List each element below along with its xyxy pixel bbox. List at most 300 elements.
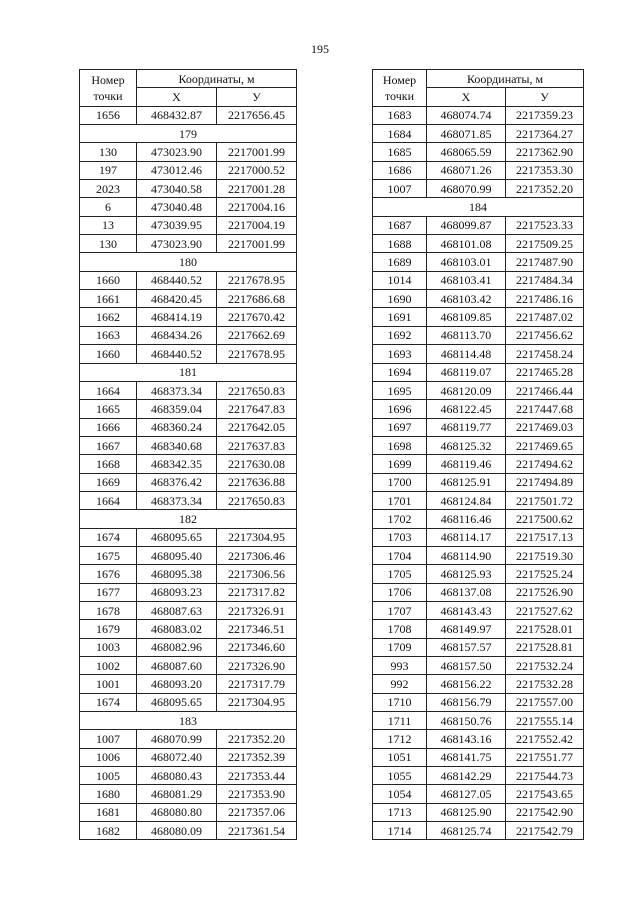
table-row xyxy=(80,308,297,326)
point-number-cell: 1664 xyxy=(80,491,137,509)
section-row xyxy=(80,510,297,528)
table-row xyxy=(373,436,584,454)
table-row xyxy=(80,290,297,308)
table-row xyxy=(80,565,297,583)
point-number-cell: 1687 xyxy=(373,216,427,234)
y-header: У xyxy=(217,88,297,106)
y-coordinate-cell: 2217551.77 xyxy=(506,748,584,766)
x-coordinate-cell: 468440.52 xyxy=(137,271,217,289)
y-coordinate-cell: 2217346.51 xyxy=(217,620,297,638)
y-coordinate-cell: 2217523.33 xyxy=(506,216,584,234)
point-number-cell: 1707 xyxy=(373,601,427,619)
point-number-cell: 992 xyxy=(373,675,427,693)
coordinates-table-left xyxy=(79,69,297,840)
table-row xyxy=(373,620,584,638)
y-coordinate-cell: 2217458.24 xyxy=(506,345,584,363)
point-number-cell: 130 xyxy=(80,143,137,161)
x-coordinate-cell: 468122.45 xyxy=(427,400,506,418)
point-number-cell: 1674 xyxy=(80,528,137,546)
x-coordinate-cell: 473040.58 xyxy=(137,180,217,198)
point-number-cell: 1682 xyxy=(80,822,137,840)
y-coordinate-cell: 2217686.68 xyxy=(217,290,297,308)
point-number-cell: 1692 xyxy=(373,326,427,344)
section-label: 179 xyxy=(80,125,297,143)
point-number-header-line1: Номер xyxy=(382,72,417,87)
table-row xyxy=(373,455,584,473)
x-coordinate-cell: 468119.46 xyxy=(427,455,506,473)
point-number-cell: 1695 xyxy=(373,381,427,399)
table-row xyxy=(80,638,297,656)
y-coordinate-cell: 2217542.90 xyxy=(506,803,584,821)
point-number-header-line1: Номер xyxy=(91,72,125,87)
point-number-header xyxy=(80,70,137,107)
point-number-cell: 1678 xyxy=(80,601,137,619)
y-coordinate-cell: 2217466.44 xyxy=(506,381,584,399)
x-coordinate-cell: 468103.42 xyxy=(427,290,506,308)
y-coordinate-cell: 2217362.90 xyxy=(506,143,584,161)
table-row xyxy=(80,216,297,234)
y-coordinate-cell: 2217636.88 xyxy=(217,473,297,491)
y-coordinate-cell: 2217501.72 xyxy=(506,491,584,509)
y-coordinate-cell: 2217642.05 xyxy=(217,418,297,436)
table-row xyxy=(373,638,584,656)
table-row xyxy=(373,106,584,124)
x-coordinate-cell: 468114.90 xyxy=(427,546,506,564)
point-number-cell: 1665 xyxy=(80,400,137,418)
point-number-cell: 1698 xyxy=(373,436,427,454)
y-coordinate-cell: 2217364.27 xyxy=(506,125,584,143)
y-coordinate-cell: 2217509.25 xyxy=(506,235,584,253)
point-number-cell: 1669 xyxy=(80,473,137,491)
table-row xyxy=(373,748,584,766)
x-coordinate-cell: 468113.70 xyxy=(427,326,506,344)
table-row xyxy=(80,400,297,418)
table-row xyxy=(373,675,584,693)
point-number-cell: 1006 xyxy=(80,748,137,766)
point-number-cell: 130 xyxy=(80,235,137,253)
point-number-cell: 1684 xyxy=(373,125,427,143)
point-number-cell: 1685 xyxy=(373,143,427,161)
point-number-cell: 1007 xyxy=(373,180,427,198)
y-coordinate-cell: 2217447.68 xyxy=(506,400,584,418)
x-coordinate-cell: 468065.59 xyxy=(427,143,506,161)
table-row xyxy=(373,326,584,344)
table-row xyxy=(373,712,584,730)
table-row xyxy=(80,473,297,491)
x-coordinate-cell: 468070.99 xyxy=(137,730,217,748)
table-row xyxy=(80,381,297,399)
section-row xyxy=(80,253,297,271)
y-coordinate-cell: 2217317.82 xyxy=(217,583,297,601)
x-coordinate-cell: 468087.63 xyxy=(137,601,217,619)
point-number-cell: 1001 xyxy=(80,675,137,693)
table-row xyxy=(373,418,584,436)
x-coordinate-cell: 468156.22 xyxy=(427,675,506,693)
point-number-cell: 1051 xyxy=(373,748,427,766)
page-number: 195 xyxy=(311,42,329,56)
point-number-cell: 1660 xyxy=(80,271,137,289)
y-coordinate-cell: 2217543.65 xyxy=(506,785,584,803)
y-coordinate-cell: 2217678.95 xyxy=(217,345,297,363)
table-row xyxy=(373,271,584,289)
table-row xyxy=(80,106,297,124)
y-coordinate-cell: 2217656.45 xyxy=(217,106,297,124)
y-coordinate-cell: 2217465.28 xyxy=(506,363,584,381)
x-coordinate-cell: 468071.85 xyxy=(427,125,506,143)
point-number-cell: 1699 xyxy=(373,455,427,473)
table-row xyxy=(80,822,297,840)
table-row xyxy=(373,785,584,803)
y-coordinate-cell: 2217532.24 xyxy=(506,657,584,675)
point-number-cell: 1668 xyxy=(80,455,137,473)
section-label: 181 xyxy=(80,363,297,381)
section-row xyxy=(80,125,297,143)
y-coordinate-cell: 2217353.90 xyxy=(217,785,297,803)
point-number-cell: 1661 xyxy=(80,290,137,308)
x-coordinate-cell: 468143.43 xyxy=(427,601,506,619)
table-row xyxy=(373,161,584,179)
coordinates-header: Координаты, м xyxy=(427,70,584,88)
x-coordinate-cell: 468120.09 xyxy=(427,381,506,399)
x-coordinate-cell: 468143.16 xyxy=(427,730,506,748)
x-coordinate-cell: 468432.87 xyxy=(137,106,217,124)
table-row xyxy=(80,657,297,675)
table-row xyxy=(80,180,297,198)
x-header: X xyxy=(137,88,217,106)
x-coordinate-cell: 473040.48 xyxy=(137,198,217,216)
point-number-cell: 1675 xyxy=(80,546,137,564)
x-coordinate-cell: 468070.99 xyxy=(427,180,506,198)
x-coordinate-cell: 468095.38 xyxy=(137,565,217,583)
table-row xyxy=(80,198,297,216)
y-coordinate-cell: 2217494.62 xyxy=(506,455,584,473)
point-number-cell: 1055 xyxy=(373,767,427,785)
point-number-cell: 1704 xyxy=(373,546,427,564)
x-coordinate-cell: 468072.40 xyxy=(137,748,217,766)
point-number-cell: 1680 xyxy=(80,785,137,803)
table-row xyxy=(373,345,584,363)
table-row xyxy=(373,693,584,711)
y-coordinate-cell: 2217487.90 xyxy=(506,253,584,271)
x-coordinate-cell: 468083.02 xyxy=(137,620,217,638)
x-coordinate-cell: 468149.97 xyxy=(427,620,506,638)
table-row xyxy=(373,143,584,161)
y-coordinate-cell: 2217647.83 xyxy=(217,400,297,418)
x-coordinate-cell: 468095.65 xyxy=(137,693,217,711)
x-coordinate-cell: 468080.09 xyxy=(137,822,217,840)
table-header xyxy=(80,70,297,107)
point-number-cell: 1693 xyxy=(373,345,427,363)
table-row xyxy=(373,363,584,381)
x-coordinate-cell: 468116.46 xyxy=(427,510,506,528)
table-row xyxy=(373,473,584,491)
table-row xyxy=(373,510,584,528)
point-number-cell: 1003 xyxy=(80,638,137,656)
x-coordinate-cell: 468125.32 xyxy=(427,436,506,454)
y-coordinate-cell: 2217306.46 xyxy=(217,546,297,564)
point-number-cell: 1674 xyxy=(80,693,137,711)
y-coordinate-cell: 2217352.20 xyxy=(506,180,584,198)
y-coordinate-cell: 2217304.95 xyxy=(217,528,297,546)
table-row xyxy=(373,546,584,564)
x-coordinate-cell: 473039.95 xyxy=(137,216,217,234)
x-coordinate-cell: 468125.74 xyxy=(427,822,506,840)
y-coordinate-cell: 2217352.39 xyxy=(217,748,297,766)
point-number-cell: 1708 xyxy=(373,620,427,638)
x-coordinate-cell: 468119.77 xyxy=(427,418,506,436)
x-coordinate-cell: 468157.57 xyxy=(427,638,506,656)
y-coordinate-cell: 2217352.20 xyxy=(217,730,297,748)
table-row xyxy=(80,143,297,161)
section-row xyxy=(80,712,297,730)
y-header: У xyxy=(506,88,584,106)
table-row xyxy=(80,326,297,344)
y-coordinate-cell: 2217637.83 xyxy=(217,436,297,454)
table-row xyxy=(373,125,584,143)
table-row xyxy=(80,730,297,748)
y-coordinate-cell: 2217555.14 xyxy=(506,712,584,730)
table-row xyxy=(80,803,297,821)
x-coordinate-cell: 468095.65 xyxy=(137,528,217,546)
point-number-cell: 1709 xyxy=(373,638,427,656)
table-row xyxy=(80,235,297,253)
x-coordinate-cell: 468142.29 xyxy=(427,767,506,785)
point-number-cell: 1702 xyxy=(373,510,427,528)
y-coordinate-cell: 2217519.30 xyxy=(506,546,584,564)
point-number-cell: 1710 xyxy=(373,693,427,711)
section-label: 180 xyxy=(80,253,297,271)
point-number-cell: 1713 xyxy=(373,803,427,821)
x-coordinate-cell: 468127.05 xyxy=(427,785,506,803)
table-row xyxy=(80,418,297,436)
y-coordinate-cell: 2217317.79 xyxy=(217,675,297,693)
table-row xyxy=(373,308,584,326)
y-coordinate-cell: 2217678.95 xyxy=(217,271,297,289)
y-coordinate-cell: 2217532.28 xyxy=(506,675,584,693)
x-coordinate-cell: 468125.90 xyxy=(427,803,506,821)
point-number-cell: 1002 xyxy=(80,657,137,675)
x-coordinate-cell: 468082.96 xyxy=(137,638,217,656)
point-number-cell: 2023 xyxy=(80,180,137,198)
x-coordinate-cell: 468150.76 xyxy=(427,712,506,730)
x-coordinate-cell: 468109.85 xyxy=(427,308,506,326)
y-coordinate-cell: 2217630.08 xyxy=(217,455,297,473)
y-coordinate-cell: 2217526.90 xyxy=(506,583,584,601)
point-number-cell: 1688 xyxy=(373,235,427,253)
y-coordinate-cell: 2217361.54 xyxy=(217,822,297,840)
x-coordinate-cell: 468156.79 xyxy=(427,693,506,711)
x-coordinate-cell: 468093.23 xyxy=(137,583,217,601)
point-number-cell: 1697 xyxy=(373,418,427,436)
x-coordinate-cell: 468093.20 xyxy=(137,675,217,693)
y-coordinate-cell: 2217306.56 xyxy=(217,565,297,583)
y-coordinate-cell: 2217000.52 xyxy=(217,161,297,179)
point-number-header xyxy=(373,70,427,107)
point-number-cell: 1689 xyxy=(373,253,427,271)
x-coordinate-cell: 468080.43 xyxy=(137,767,217,785)
point-number-cell: 1696 xyxy=(373,400,427,418)
x-header: X xyxy=(427,88,506,106)
table-row xyxy=(373,601,584,619)
y-coordinate-cell: 2217304.95 xyxy=(217,693,297,711)
table-row xyxy=(373,803,584,821)
table-row xyxy=(373,822,584,840)
section-label: 182 xyxy=(80,510,297,528)
y-coordinate-cell: 2217650.83 xyxy=(217,491,297,509)
point-number-header-line2: точки xyxy=(384,88,415,103)
point-number-cell: 1705 xyxy=(373,565,427,583)
table-header xyxy=(373,70,584,107)
table-row xyxy=(80,345,297,363)
y-coordinate-cell: 2217357.06 xyxy=(217,803,297,821)
point-number-cell: 1690 xyxy=(373,290,427,308)
point-number-cell: 1666 xyxy=(80,418,137,436)
x-coordinate-cell: 468124.84 xyxy=(427,491,506,509)
table-row xyxy=(373,730,584,748)
section-row xyxy=(373,198,584,216)
table-row xyxy=(80,620,297,638)
x-coordinate-cell: 468125.93 xyxy=(427,565,506,583)
point-number-cell: 1679 xyxy=(80,620,137,638)
point-number-cell: 1706 xyxy=(373,583,427,601)
x-coordinate-cell: 468099.87 xyxy=(427,216,506,234)
x-coordinate-cell: 468087.60 xyxy=(137,657,217,675)
point-number-cell: 1694 xyxy=(373,363,427,381)
y-coordinate-cell: 2217650.83 xyxy=(217,381,297,399)
table-row xyxy=(373,180,584,198)
point-number-cell: 13 xyxy=(80,216,137,234)
x-coordinate-cell: 468095.40 xyxy=(137,546,217,564)
point-number-cell: 1664 xyxy=(80,381,137,399)
y-coordinate-cell: 2217528.81 xyxy=(506,638,584,656)
section-label: 183 xyxy=(80,712,297,730)
y-coordinate-cell: 2217004.16 xyxy=(217,198,297,216)
table-row xyxy=(80,436,297,454)
point-number-cell: 1667 xyxy=(80,436,137,454)
y-coordinate-cell: 2217544.73 xyxy=(506,767,584,785)
point-number-cell: 1701 xyxy=(373,491,427,509)
y-coordinate-cell: 2217517.13 xyxy=(506,528,584,546)
table-row xyxy=(373,253,584,271)
table-row xyxy=(80,601,297,619)
point-number-cell: 1663 xyxy=(80,326,137,344)
y-coordinate-cell: 2217326.90 xyxy=(217,657,297,675)
section-label: 184 xyxy=(373,198,584,216)
x-coordinate-cell: 468103.01 xyxy=(427,253,506,271)
point-number-cell: 1714 xyxy=(373,822,427,840)
point-number-cell: 1656 xyxy=(80,106,137,124)
y-coordinate-cell: 2217528.01 xyxy=(506,620,584,638)
table-row xyxy=(80,546,297,564)
y-coordinate-cell: 2217484.34 xyxy=(506,271,584,289)
table-row xyxy=(80,161,297,179)
x-coordinate-cell: 468440.52 xyxy=(137,345,217,363)
table-body xyxy=(80,106,297,840)
y-coordinate-cell: 2217487.02 xyxy=(506,308,584,326)
table-row xyxy=(373,290,584,308)
point-number-cell: 1054 xyxy=(373,785,427,803)
section-row xyxy=(80,363,297,381)
point-number-cell: 1703 xyxy=(373,528,427,546)
point-number-cell: 1662 xyxy=(80,308,137,326)
y-coordinate-cell: 2217353.44 xyxy=(217,767,297,785)
x-coordinate-cell: 468081.29 xyxy=(137,785,217,803)
point-number-cell: 993 xyxy=(373,657,427,675)
table-row xyxy=(373,381,584,399)
table-row xyxy=(373,216,584,234)
x-coordinate-cell: 468373.34 xyxy=(137,381,217,399)
x-coordinate-cell: 468114.17 xyxy=(427,528,506,546)
point-number-cell: 1711 xyxy=(373,712,427,730)
x-coordinate-cell: 473023.90 xyxy=(137,143,217,161)
y-coordinate-cell: 2217486.16 xyxy=(506,290,584,308)
table-row xyxy=(80,583,297,601)
table-row xyxy=(80,748,297,766)
point-number-cell: 6 xyxy=(80,198,137,216)
point-number-cell: 1014 xyxy=(373,271,427,289)
y-coordinate-cell: 2217552.42 xyxy=(506,730,584,748)
x-coordinate-cell: 468101.08 xyxy=(427,235,506,253)
x-coordinate-cell: 468125.91 xyxy=(427,473,506,491)
x-coordinate-cell: 468071.26 xyxy=(427,161,506,179)
x-coordinate-cell: 468360.24 xyxy=(137,418,217,436)
table-row xyxy=(373,767,584,785)
y-coordinate-cell: 2217542.79 xyxy=(506,822,584,840)
table-row xyxy=(80,455,297,473)
point-number-cell: 1712 xyxy=(373,730,427,748)
table-row xyxy=(80,491,297,509)
table-row xyxy=(80,675,297,693)
x-coordinate-cell: 468119.07 xyxy=(427,363,506,381)
x-coordinate-cell: 468359.04 xyxy=(137,400,217,418)
x-coordinate-cell: 468434.26 xyxy=(137,326,217,344)
y-coordinate-cell: 2217670.42 xyxy=(217,308,297,326)
x-coordinate-cell: 468074.74 xyxy=(427,106,506,124)
coordinates-table-right xyxy=(372,69,584,840)
x-coordinate-cell: 473012.46 xyxy=(137,161,217,179)
table-row xyxy=(373,565,584,583)
y-coordinate-cell: 2217662.69 xyxy=(217,326,297,344)
table-row xyxy=(80,785,297,803)
point-number-cell: 1677 xyxy=(80,583,137,601)
x-coordinate-cell: 468420.45 xyxy=(137,290,217,308)
y-coordinate-cell: 2217525.24 xyxy=(506,565,584,583)
y-coordinate-cell: 2217494.89 xyxy=(506,473,584,491)
x-coordinate-cell: 468137.08 xyxy=(427,583,506,601)
point-number-cell: 1681 xyxy=(80,803,137,821)
x-coordinate-cell: 468080.80 xyxy=(137,803,217,821)
y-coordinate-cell: 2217469.65 xyxy=(506,436,584,454)
point-number-cell: 1676 xyxy=(80,565,137,583)
point-number-cell: 1691 xyxy=(373,308,427,326)
point-number-cell: 1660 xyxy=(80,345,137,363)
x-coordinate-cell: 468376.42 xyxy=(137,473,217,491)
table-row xyxy=(80,693,297,711)
point-number-cell: 1700 xyxy=(373,473,427,491)
y-coordinate-cell: 2217469.03 xyxy=(506,418,584,436)
y-coordinate-cell: 2217456.62 xyxy=(506,326,584,344)
table-row xyxy=(80,767,297,785)
table-row xyxy=(373,528,584,546)
y-coordinate-cell: 2217326.91 xyxy=(217,601,297,619)
x-coordinate-cell: 468141.75 xyxy=(427,748,506,766)
x-coordinate-cell: 468373.34 xyxy=(137,491,217,509)
y-coordinate-cell: 2217353.30 xyxy=(506,161,584,179)
coordinates-header: Координаты, м xyxy=(137,70,297,88)
table-row xyxy=(373,583,584,601)
y-coordinate-cell: 2217557.00 xyxy=(506,693,584,711)
point-number-header-line2: точки xyxy=(93,88,123,103)
